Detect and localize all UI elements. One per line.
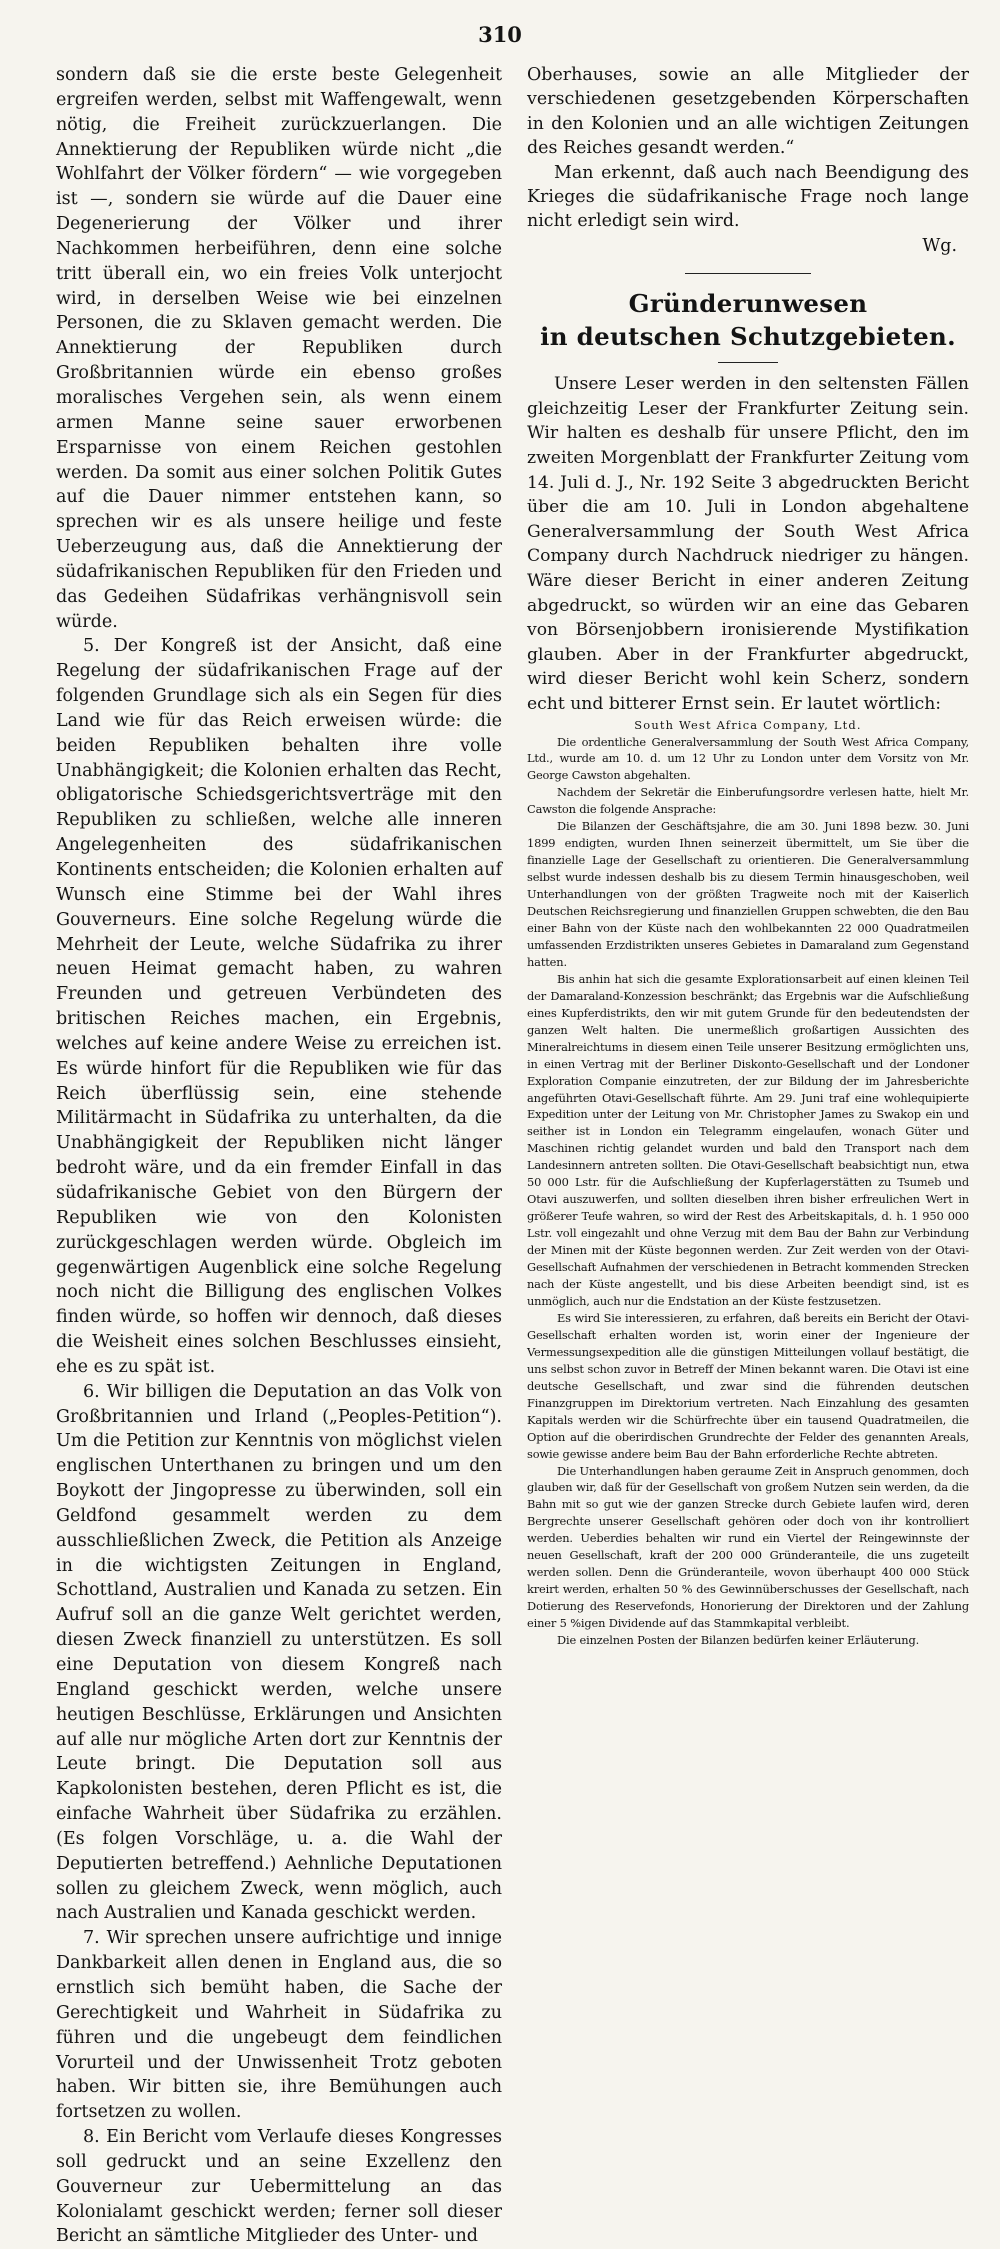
report-paragraph-5: Es wird Sie interessieren, zu erfahren, daß bereits ein Bericht der Otavi-Gesellschaft erhalten worden ist, worin einer der Ingenieure der Vermessungsexpedition alle die günstigen Mitteilungen vollauf bestätigt, die uns selbst schon zuvor in Betreff der Minen bekannt waren. Die Otavi ist eine deutsche Gesellschaft, und zwar sind die führenden deutschen Finanzgruppen im Direktorium vertreten. Nach Einzahlung des gesamten Kapitals werden wir die Schürfrechte über ein tausend Quadratmeilen, die Option auf die oberirdischen Grundrechte der Felder des genannten Areals, sowie gewisse andere beim Bau der Bahn erforderliche Rechte abtreten.	[527, 1310, 969, 1461]
company-heading: South West Africa Company, Ltd.	[634, 717, 862, 732]
left-paragraph-4: 7. Wir sprechen unsere aufrichtige und innige Dankbarkeit allen denen in England aus, die so ernstlich sich bemüht haben, die Sache der Gerechtigkeit und Wahrheit in Südafrika zu führen und die ungebeugt dem feindlichen Vorurteil und der Unwissenheit Trotz geboten haben. Wir bitten sie, ihre Bemühungen auch fortsetzen zu wollen.	[56, 1928, 502, 2123]
right-column	[527, 63, 969, 1649]
left-paragraph-2: 5. Der Kongreß ist der Ansicht, daß eine Regelung der südafrikanischen Frage auf der folgenden Grundlage sich als ein Segen für dies Land wie für das Reich erweisen würde: die beiden Republiken behalten ihre volle Unabhängigkeit; die Kolonien erhalten das Recht, obligatorische Schiedsgerichtsverträge mit den Republiken zu schließen, welche alle inneren Angelegenheiten des südafrikanischen Kontinents entscheiden; die Kolonien erhalten auf Wunsch eine Stimme bei der Wahl ihres Gouverneurs. Eine solche Regelung würde die Mehrheit der Leute, welche Südafrika zu ihrer neuen Heimat gemacht haben, zu wahren Freunden und getreuen Verbündeten des britischen Reiches machen, ein Ergebnis, welches auf keine andere Weise zu erreichen ist. Es würde hinfort für die Republiken wie für das Reich überflüssig sein, eine stehende Militärmacht in Südafrika zu unterhalten, da die Unabhängigkeit der Republiken nicht länger bedroht wäre, und da ein fremder Einfall in das südafrikanische Gebiet von den Bürgern der Republiken wie von den Kolonisten zurückgeschlagen werden würde. Obgleich im gegenwärtigen Augenblick eine solche Regelung noch nicht die Billigung des englischen Volkes finden würde, so hoffen wir dennoch, daß dieses die Weisheit eines solchen Beschlusses einsieht, ehe es zu spät ist.	[56, 636, 502, 1377]
left-column	[56, 63, 502, 2249]
right-continuation: Oberhauses, sowie an alle Mitglieder der verschiedenen gesetzgebenden Körperschaften in den Kolonien und an alle wichtigen Zeitungen des Reiches gesandt werden.“	[527, 65, 969, 159]
report-paragraph-4: Bis anhin hat sich die gesamte Explorationsarbeit auf einen kleinen Teil der Damaraland-Konzession beschränkt; das Ergebnis war die Aufschließung eines Kupferdistrikts, den wir mit gutem Grunde für den bedeutendsten der ganzen Welt halten. Die unermeßlich großartigen Aussichten des Mineralreichtums in diesem einen Teile unserer Besitzung ermöglichten uns, in einen Vertrag mit der Berliner Diskonto-Gesellschaft und der Londoner Exploration Companie einzutreten, der zur Bildung der im Jahresberichte angeführten Otavi-Gesellschaft führte. Am 29. Juni traf eine wohlequipierte Expedition unter der Leitung von Mr. Christopher James zu Swakop ein und seither ist in London ein Telegramm eingelaufen, wonach Güter und Maschinen richtig gelandet wurden und bald den Transport nach dem Landesinnern antreten sollten. Die Otavi-Gesellschaft beabsichtigt nun, etwa 50 000 Lstr. für die Aufschließung der Kupferlagerstätten zu Tsumeb und Otavi auszuwerfen, und sollten dieselben ihren bisher erfreulichen Wert in größerer Teufe wahren, so wird der Rest des Arbeitskapitals, d. h. 1 950 000 Lstr. voll eingezahlt und ohne Verzug mit dem Bau der Bahn zur Verbindung der Minen mit der Küste begonnen werden. Zur Zeit werden von der Otavi-Gesellschaft Aufnahmen der verschiedenen in Betracht kommenden Strecken nach der Küste angestellt, und bis diese Arbeiten beendigt sind, ist es unmöglich, auch nur die Endstation an der Küste festzusetzen.	[527, 971, 969, 1308]
left-paragraph-5: 8. Ein Bericht vom Verlaufe dieses Kongresses soll gedruckt und an seine Exzellenz den Gouverneur zur Uebermittelung an das Kolonialamt geschickt werden; ferner soll dieser Bericht an sämtliche Mitglieder des Unter- und	[56, 2127, 502, 2247]
report-paragraph-7: Die einzelnen Posten der Bilanzen bedürfen keiner Erläuterung.	[557, 1633, 920, 1648]
headline-line-2: in deutschen Schutzgebieten.	[540, 322, 956, 352]
article-intro: Unsere Leser werden in den seltensten Fällen gleichzeitig Leser der Frankfurter Zeitung sein. Wir halten es deshalb für unsere Pflicht, den im zweiten Morgenblatt der Frankfurter Zeitung vom 14. Juli d. J., Nr. 192 Seite 3 abgedruckten Bericht über die am 10. Juli in London abgehaltene Generalversammlung der South West Africa Company durch Nachdruck niedriger zu hängen. Wäre dieser Bericht in einer anderen Zeitung abgedruckt, so würden wir an eine das Gebaren von Börsenjobbern ironisierende Mystifikation glauben. Aber in der Frankfurter abgedruckt, wird dieser Bericht wohl kein Scherz, sondern echt und bitterer Ernst sein. Er lautet wörtlich:	[527, 374, 969, 714]
page-number: 310	[478, 22, 522, 47]
left-paragraph-1: sondern daß sie die erste beste Gelegenheit ergreifen werden, selbst mit Waffengewalt, wenn nötig, die Freiheit zurückzuerlangen. Die Annektierung der Republiken würde nicht „die Wohlfahrt der Völker fördern“ — wie vorgegeben ist —, sondern sie würde auf die Dauer eine Degenerierung der Völker und ihrer Nachkommen herbeiführen, denn eine solche tritt überall ein, wo ein freies Volk unterjocht wird, in derselben Weise wie bei einzelnen Personen, die zu Sklaven gemacht werden. Die Annektierung der Republiken durch Großbritannien würde ein ebenso großes moralisches Vergehen sein, als wenn einem armen Manne seine sauer erworbenen Ersparnisse von einem Reichen gestohlen werden. Da somit aus einer solchen Politik Gutes auf die Dauer nimmer entstehen kann, so sprechen wir es als unsere heilige und feste Ueberzeugung aus, daß die Annektierung der südafrikanischen Republiken für den Frieden und das Gedeihen Südafrikas verhängnisvoll sein würde.	[56, 65, 502, 632]
report-paragraph-6: Die Unterhandlungen haben geraume Zeit in Anspruch genommen, doch glauben wir, daß für der Gesellschaft von großem Nutzen sein werden, da die Bahn mit so gut wie der ganzen Strecke durch Gebiete laufen wird, deren Bergrechte unserer Gesellschaft gehören oder doch von ihr kontrolliert werden. Ueberdies behalten wir rund ein Viertel der Reingewinnste der neuen Gesellschaft, kraft der 200 000 Gründeranteile, die uns zugeteilt werden sollen. Denn die Gründeranteile, wovon überhaupt 400 000 Stück kreirt werden, erhalten 50 % des Gewinnüberschusses der Gesellschaft, nach Dotierung des Reservefonds, Honorierung der Direktoren und der Zahlung einer 5 %igen Dividende auf das Stammkapital verbleibt.	[527, 1463, 969, 1631]
report-paragraph-2: Nachdem der Sekretär die Einberufungsordre verlesen hatte, hielt Mr. Cawston die folgende Ansprache:	[527, 785, 969, 817]
report-paragraph-3: Die Bilanzen der Geschäftsjahre, die am 30. Juni 1898 bezw. 30. Juni 1899 endigten, wurden Ihnen seinerzeit übermittelt, um Sie über die finanzielle Lage der Gesellschaft zu orientieren. Die Generalversammlung selbst wurde indessen deshalb bis zu diesem Termin hinausgeschoben, weil Unterhandlungen von der größten Tragweite noch mit der Kaiserlich Deutschen Reichsregierung und finanziellen Gruppen schwebten, die den Bau einer Bahn von der Küste nach den wohlbekannten 22 000 Quadratmeilen umfassenden Erzdistrikten unseres Gebietes in Damaraland zum Gegenstand hatten.	[527, 819, 969, 969]
signature: Wg.	[922, 235, 957, 256]
headline-rule	[718, 362, 778, 363]
quoted-report	[527, 717, 969, 1649]
report-paragraph-1: Die ordentliche Generalversammlung der South West Africa Company, Ltd., wurde am 10. d. um 12 Uhr zu London unter dem Vorsitz von Mr. George Cawston abgehalten.	[527, 734, 969, 783]
headline-line-1: Gründerunwesen	[628, 289, 868, 319]
separator-rule	[685, 273, 811, 274]
left-paragraph-3: 6. Wir billigen die Deputation an das Volk von Großbritannien und Irland („Peoples-Petition“). Um die Petition zur Kenntnis von möglichst vielen englischen Unterthanen zu bringen und um den Boykott der Jingopresse zu überwinden, soll ein Geldfond gesammelt werden zu dem ausschließlichen Zweck, die Petition als Anzeige in die wichtigsten Zeitungen in England, Schottland, Australien und Kanada zu setzen. Ein Aufruf soll an die ganze Welt gerichtet werden, diesen Zweck finanziell zu unterstützen. Es soll eine Deputation von diesem Kongreß nach England geschickt werden, welche unsere heutigen Beschlüsse, Erklärungen und Ansichten auf alle nur mögliche Arten dort zur Kenntnis der Leute bringt. Die Deputation soll aus Kapkolonisten bestehen, deren Pflicht es ist, die einfache Wahrheit über Südafrika zu erzählen. (Es folgen Vorschläge, u. a. die Wahl der Deputierten betreffend.) Aehnliche Deputationen sollen zu gleichem Zweck, wenn möglich, auch nach Australien und Kanada geschickt werden.	[56, 1381, 502, 1924]
right-closing: Man erkennt, daß auch nach Beendigung des Krieges die südafrikanische Frage noch lange nicht erledigt sein wird.	[527, 162, 969, 232]
